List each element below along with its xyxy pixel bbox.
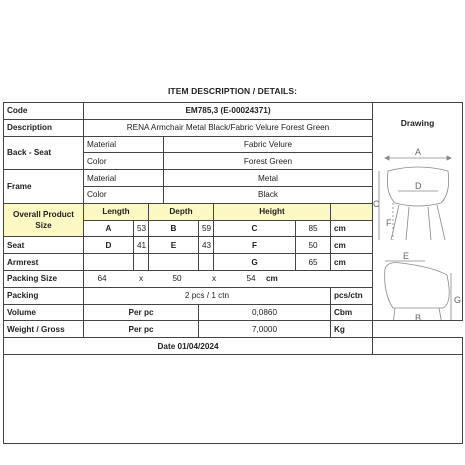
chair-leg xyxy=(406,207,409,240)
key-e: E xyxy=(149,237,199,254)
overall-size-label: Overall Product Size xyxy=(4,203,84,237)
value-f: 50 xyxy=(296,237,331,254)
label-a: A xyxy=(415,147,422,157)
volume-unit: Cbm xyxy=(331,304,373,321)
label-b: B xyxy=(415,313,422,323)
header-blank xyxy=(331,203,373,220)
value-e: 43 xyxy=(199,237,214,254)
key-a: A xyxy=(84,220,134,237)
packing-label: Packing xyxy=(4,287,84,304)
packing-height: 54 xyxy=(246,274,256,284)
key-c: C xyxy=(214,220,296,237)
armrest-unit: cm xyxy=(331,254,373,271)
height-header: Height xyxy=(214,203,331,220)
drawing-title: Drawing xyxy=(400,118,435,128)
packing-length: 64 xyxy=(97,274,107,284)
armrest-label: Armrest xyxy=(4,254,84,271)
frame-color: Black xyxy=(164,186,373,203)
weight-per: Per pc xyxy=(84,321,199,338)
packing-unit: pcs/ctn xyxy=(331,287,373,304)
seat-label: Seat xyxy=(4,237,84,254)
back-seat-material: Fabric Velure xyxy=(164,136,373,153)
chair-drawing xyxy=(373,103,463,321)
packing-x2: x xyxy=(211,274,217,284)
key-g: G xyxy=(214,254,296,271)
label-e: E xyxy=(403,251,410,261)
weight-value: 7,0000 xyxy=(199,321,331,338)
spec-table xyxy=(3,102,463,444)
volume-per: Per pc xyxy=(84,304,199,321)
frame-material: Metal xyxy=(164,170,373,187)
document-title: ITEM DESCRIPTION / DETAILS: xyxy=(167,86,298,96)
frame-label: Frame xyxy=(4,170,84,204)
packing-x1: x xyxy=(138,274,144,284)
packing-size-values xyxy=(84,270,373,287)
seat-unit: cm xyxy=(331,237,373,254)
empty-footer xyxy=(4,354,463,443)
drawing-cell xyxy=(373,103,463,321)
key-f: F xyxy=(214,237,296,254)
volume-value: 0,0860 xyxy=(199,304,331,321)
chair-shell-side xyxy=(385,263,450,308)
label-f: F xyxy=(386,218,392,228)
frame-material-label: Material xyxy=(84,170,164,187)
packing-width: 50 xyxy=(172,274,182,284)
overall-unit: cm xyxy=(331,220,373,237)
chair-leg-side xyxy=(391,308,395,321)
packing-size-unit: cm xyxy=(266,274,278,284)
date-label: Date 01/04/2024 xyxy=(4,338,373,355)
weight-unit: Kg xyxy=(331,321,373,338)
description-value: RENA Armchair Metal Black/Fabric Velure Forest Green xyxy=(84,119,373,136)
label-d: D xyxy=(415,181,422,191)
label-g: G xyxy=(454,295,462,305)
key-b: B xyxy=(149,220,199,237)
length-header: Length xyxy=(84,203,149,220)
value-d: 41 xyxy=(134,237,149,254)
back-seat-material-label: Material xyxy=(84,136,164,153)
value-c: 85 xyxy=(296,220,331,237)
packing-value: 2 pcs / 1 ctn xyxy=(84,287,331,304)
chair-leg xyxy=(391,205,399,240)
frame-color-label: Color xyxy=(84,186,164,203)
weight-label: Weight / Gross xyxy=(4,321,84,338)
depth-header: Depth xyxy=(149,203,214,220)
chair-leg xyxy=(437,205,445,240)
description-label: Description xyxy=(4,119,84,136)
chair-leg-side xyxy=(439,308,445,321)
back-seat-color-label: Color xyxy=(84,153,164,170)
value-g: 65 xyxy=(296,254,331,271)
back-seat-color: Forest Green xyxy=(164,153,373,170)
chair-leg xyxy=(428,207,431,240)
volume-label: Volume xyxy=(4,304,84,321)
code-value: EM785,3 (E-00024371) xyxy=(84,103,373,120)
packing-size-label: Packing Size xyxy=(4,270,84,287)
label-c: C xyxy=(373,199,380,209)
back-seat-label: Back - Seat xyxy=(4,136,84,170)
value-a: 53 xyxy=(134,220,149,237)
value-b: 59 xyxy=(199,220,214,237)
code-label: Code xyxy=(4,103,84,120)
key-d: D xyxy=(84,237,134,254)
